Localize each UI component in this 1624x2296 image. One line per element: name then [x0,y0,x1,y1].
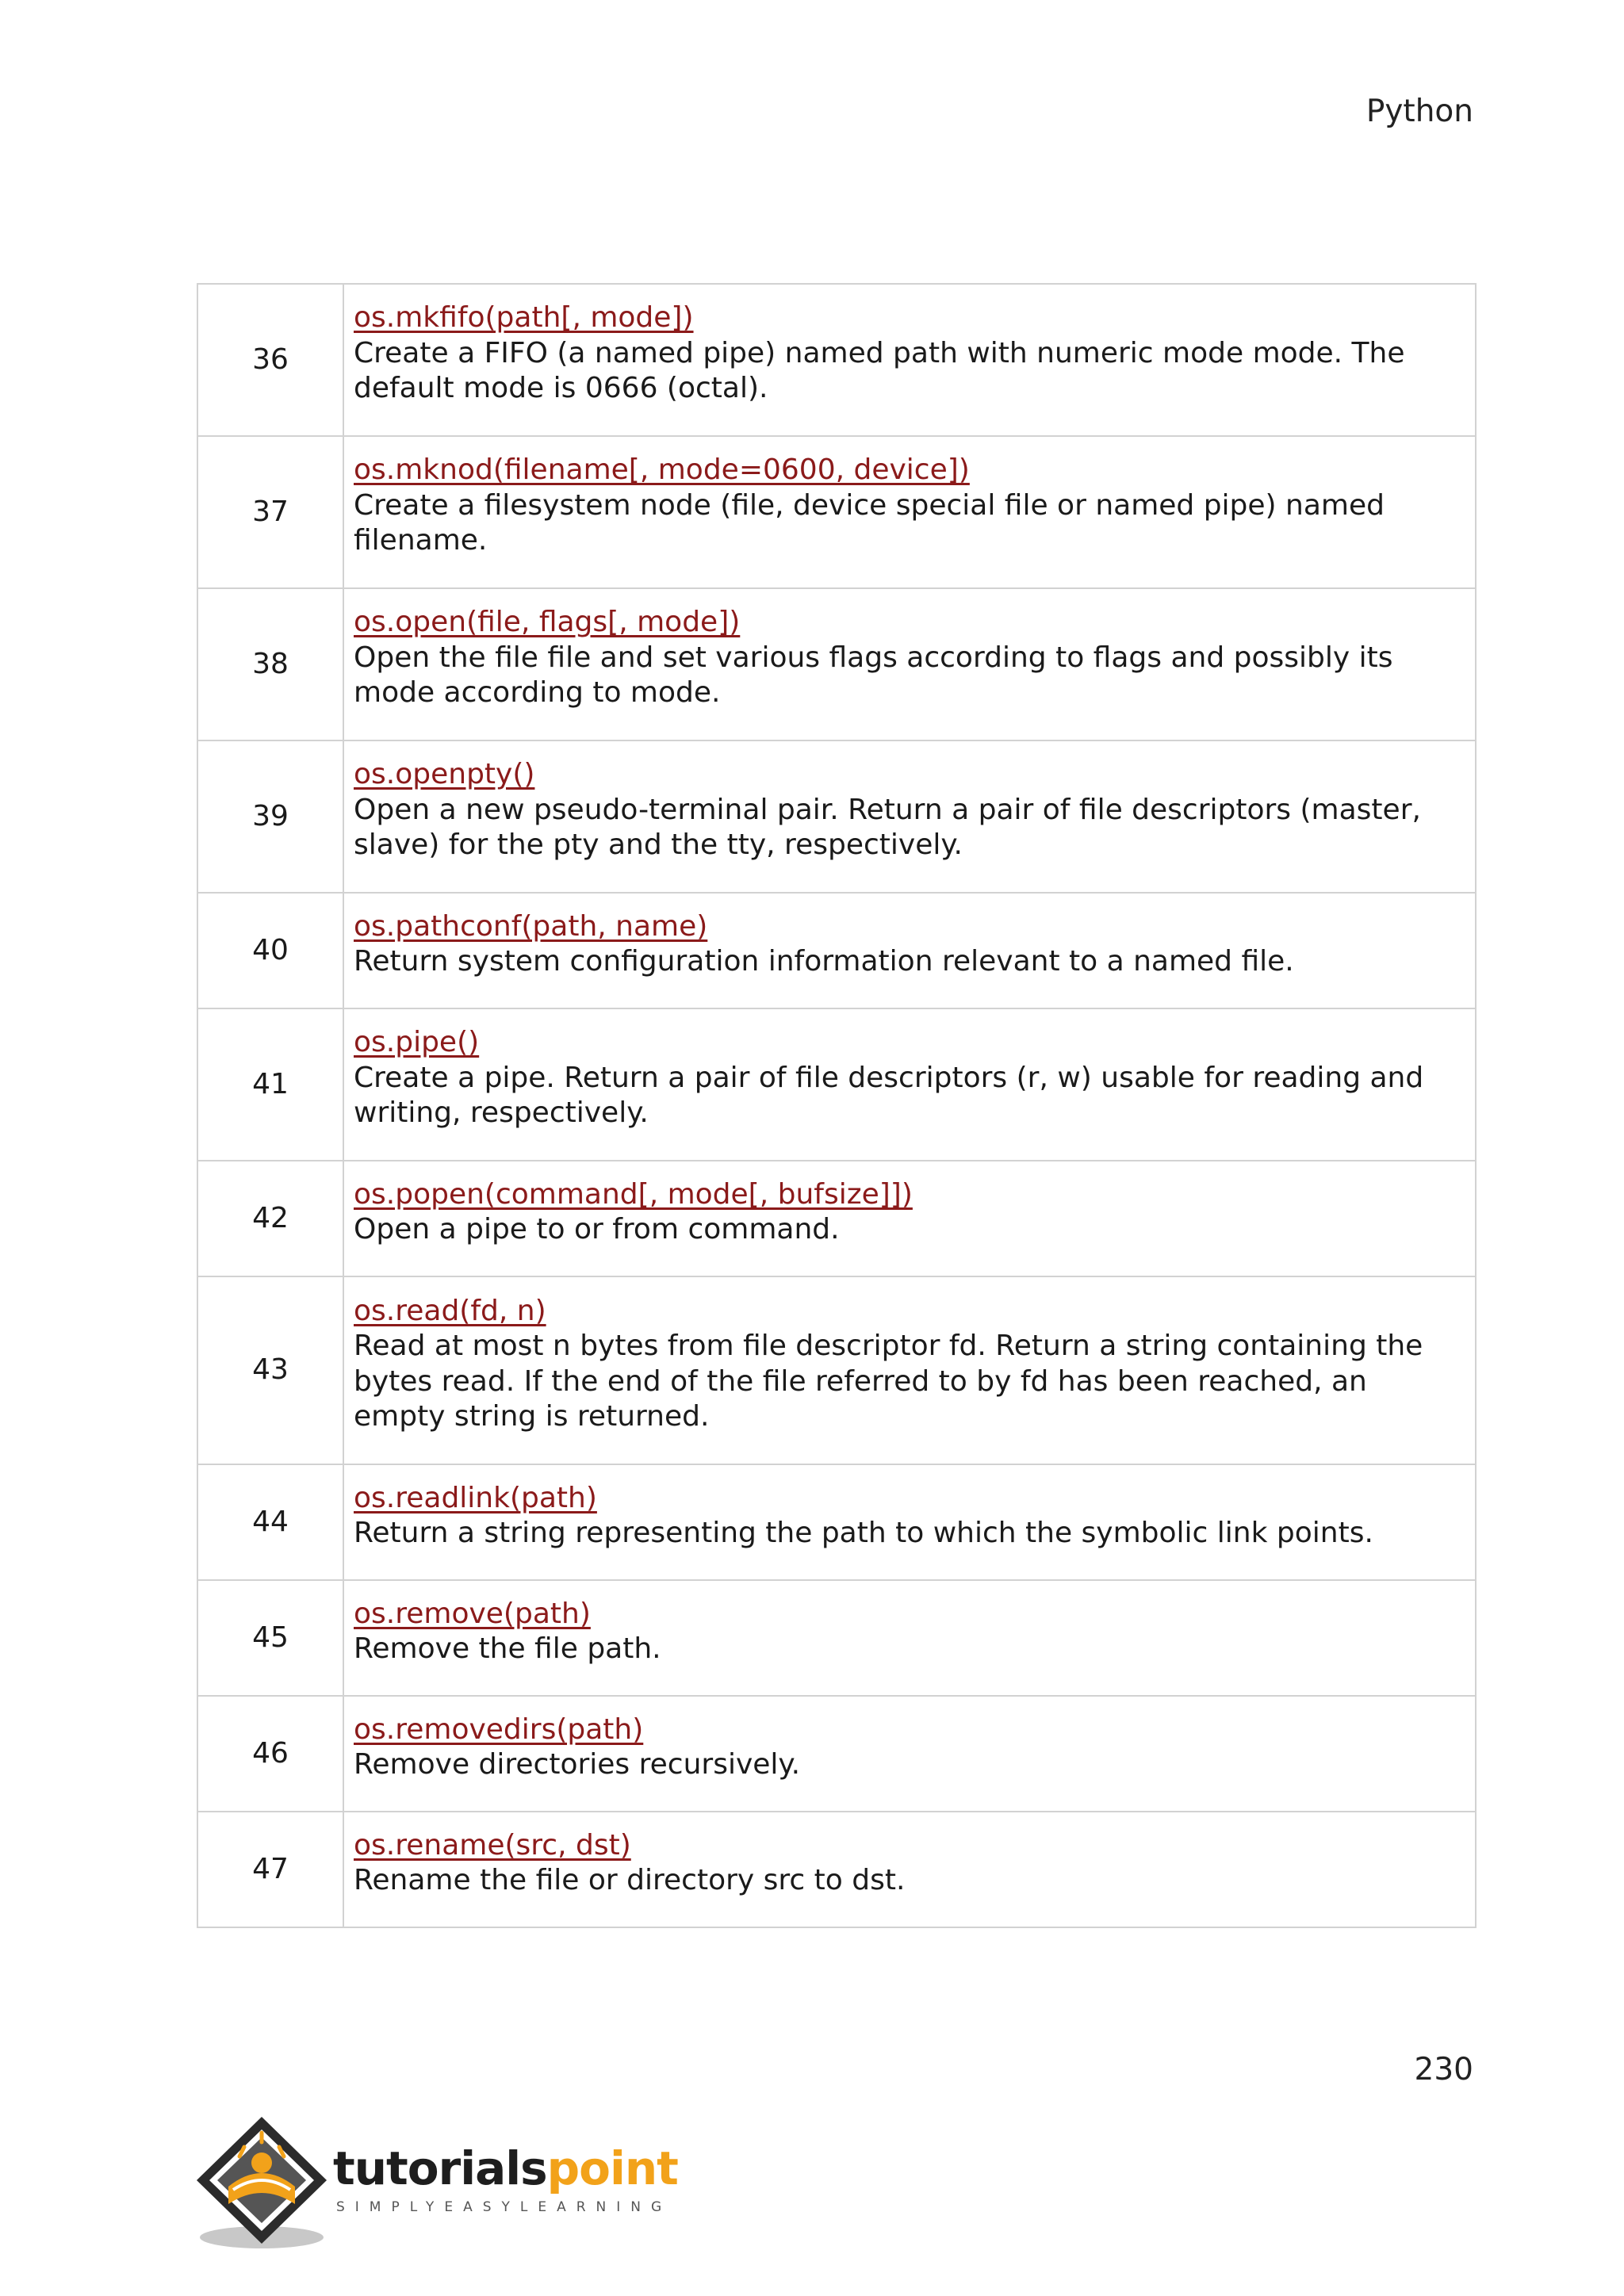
table-row [197,284,1476,436]
table-row [197,1161,1476,1276]
function-description: Return system configuration information relevant to a named file. [354,945,1294,978]
row-number: 42 [197,1161,343,1276]
row-number: 39 [197,740,343,893]
row-number: 46 [197,1696,343,1812]
function-link[interactable]: os.mknod(filename[, mode=0600, device]) [354,453,970,487]
function-description: Remove the file path. [354,1632,661,1665]
function-link[interactable]: os.mkfifo(path[, mode]) [354,301,694,335]
row-number: 37 [197,436,343,588]
row-number: 41 [197,1008,343,1161]
logo-tagline: SIMPLYEASYLEARNING [336,2199,672,2215]
row-number: 45 [197,1580,343,1696]
function-link[interactable]: os.removedirs(path) [354,1712,644,1746]
function-link[interactable]: os.rename(src, dst) [354,1828,631,1862]
row-number: 44 [197,1464,343,1580]
function-description: Return a string representing the path to which the symbolic link points. [354,1517,1373,1549]
function-link[interactable]: os.open(file, flags[, mode]) [354,606,741,639]
tutorialspoint-logo [192,2110,699,2253]
table-row [197,1812,1476,1927]
page-number: 230 [1414,2052,1473,2087]
function-description: Create a FIFO (a named pipe) named path with numeric mode mode. The default mode is 0666 (octal). [354,336,1405,405]
table-row [197,1276,1476,1464]
function-link[interactable]: os.readlink(path) [354,1481,597,1514]
function-description: Read at most n bytes from file descriptor fd. Return a string containing the bytes read. If the end of the file referred to by fd has been reached, an empty string is returned. [354,1330,1423,1433]
row-number: 43 [197,1276,343,1464]
function-description: Open the file file and set various flags according to flags and possibly its mode according to mode. [354,641,1393,710]
function-description: Remove directories recursively. [354,1748,801,1781]
table-row [197,1696,1476,1812]
function-link[interactable]: os.pathconf(path, name) [354,909,708,943]
table-row [197,740,1476,893]
function-link[interactable]: os.popen(command[, mode[, bufsize]]) [354,1177,913,1211]
function-link[interactable]: os.read(fd, n) [354,1294,546,1327]
page-header-title: Python [1365,94,1473,129]
function-link[interactable]: os.pipe() [354,1026,480,1059]
table-row [197,588,1476,740]
os-functions-table [197,283,1477,1928]
table-row [197,1008,1476,1161]
function-description: Open a new pseudo-terminal pair. Return a pair of file descriptors (master, slave) for the pty and the tty, respectively. [354,793,1421,862]
function-link[interactable]: os.openpty() [354,758,535,791]
function-description: Open a pipe to or from command. [354,1213,840,1246]
tutorialspoint-emblem-icon [192,2110,335,2253]
function-description: Rename the file or directory src to dst. [354,1864,906,1896]
table-row [197,893,1476,1008]
table-row [197,436,1476,588]
function-link[interactable]: os.remove(path) [354,1597,591,1630]
row-number: 36 [197,284,343,436]
row-number: 38 [197,588,343,740]
row-number: 40 [197,893,343,1008]
table-row [197,1580,1476,1696]
logo-word-tutorials: tutorials [333,2141,547,2195]
row-number: 47 [197,1812,343,1927]
function-description: Create a pipe. Return a pair of file descriptors (r, w) usable for reading and writing, respectively. [354,1061,1424,1130]
logo-word-point: point [546,2141,678,2195]
table-row [197,1464,1476,1580]
function-description: Create a filesystem node (file, device special file or named pipe) named filename. [354,488,1385,557]
